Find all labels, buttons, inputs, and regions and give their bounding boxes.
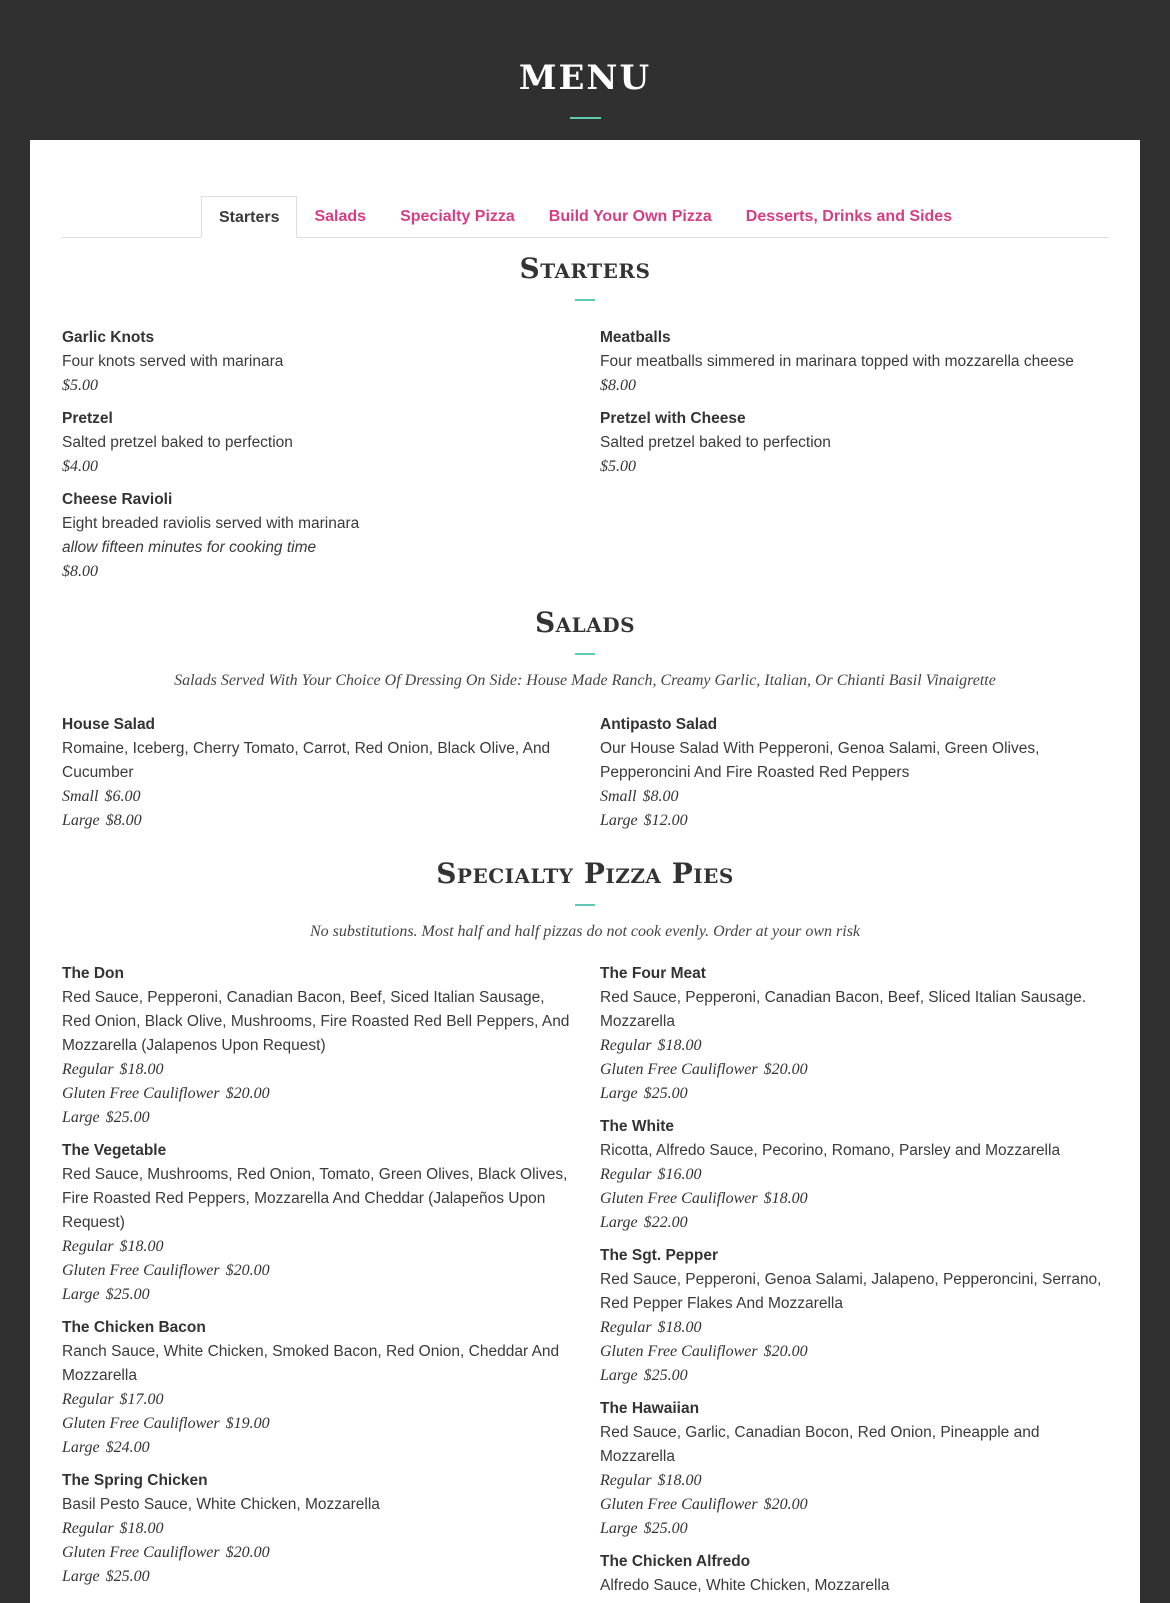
item-price	[600, 1082, 1110, 1106]
starters-rule	[575, 299, 595, 301]
item-price	[62, 1517, 572, 1541]
item-name: The Hawaiian	[600, 1400, 700, 1417]
item-description: Ranch Sauce, White Chicken, Smoked Bacon, Red Onion, Cheddar And Mozzarella	[62, 1343, 560, 1384]
price-value: $16.00	[657, 1166, 702, 1183]
menu-item	[62, 1139, 572, 1307]
price-label: Large	[600, 1214, 638, 1231]
price-value: $18.00	[657, 1037, 702, 1054]
salads-title: Salads	[534, 606, 636, 639]
menu-item	[600, 1550, 1110, 1598]
price-value: $18.00	[763, 1190, 808, 1207]
price-label: Large	[62, 1568, 100, 1585]
item-note: allow fifteen minutes for cooking time	[62, 539, 317, 556]
item-price	[62, 1565, 572, 1589]
item-name: Antipasto Salad	[600, 716, 718, 733]
menu-card	[30, 140, 1140, 1603]
item-name: The Sgt. Pepper	[600, 1247, 718, 1264]
salads-rule	[575, 653, 595, 655]
price-label: Regular	[62, 1391, 114, 1408]
item-name: The Four Meat	[600, 965, 706, 982]
price-label: Large	[62, 812, 100, 829]
price-label: Regular	[62, 1520, 114, 1537]
item-price	[600, 1340, 1110, 1364]
menu-item	[62, 407, 572, 479]
price-value: $25.00	[105, 1568, 150, 1585]
price-value: $20.00	[763, 1343, 808, 1360]
item-name: The Spring Chicken	[62, 1472, 208, 1489]
price-value: $18.00	[119, 1061, 164, 1078]
item-name: The Chicken Bacon	[62, 1319, 206, 1336]
price-label: Small	[62, 788, 99, 805]
item-price	[62, 1283, 572, 1307]
item-name: The Vegetable	[62, 1142, 167, 1159]
pizza-rule	[575, 904, 595, 906]
item-description: Four meatballs simmered in marinara topped with mozzarella cheese	[600, 353, 1074, 370]
item-price	[62, 1082, 572, 1106]
price-label: Large	[62, 1109, 100, 1126]
salads-note: Salads Served With Your Choice Of Dressing On Side: House Made Ranch, Creamy Garlic, Italian, Or Chianti Basil Vinaigrette	[174, 672, 996, 689]
price-value: $20.00	[763, 1061, 808, 1078]
menu-item	[62, 326, 572, 398]
price-value: $22.00	[643, 1214, 688, 1231]
price-value: $18.00	[119, 1520, 164, 1537]
tab-list	[201, 196, 969, 238]
item-price	[600, 1034, 1110, 1058]
item-description: Basil Pesto Sauce, White Chicken, Mozzarella	[62, 1496, 380, 1513]
price-value: $8.00	[642, 788, 679, 805]
item-price	[62, 1058, 572, 1082]
price-label: Regular	[600, 1037, 652, 1054]
price-label: Gluten Free Cauliflower	[62, 1415, 220, 1432]
item-price	[600, 809, 1110, 833]
item-price	[600, 1316, 1110, 1340]
price-label: Large	[600, 812, 638, 829]
item-description: Romaine, Iceberg, Cherry Tomato, Carrot, Red Onion, Black Olive, And Cucumber	[62, 740, 551, 781]
price-label: Regular	[600, 1319, 652, 1336]
price-value: $18.00	[657, 1319, 702, 1336]
item-price	[62, 1235, 572, 1259]
price-value: $20.00	[225, 1544, 270, 1561]
page-header	[0, 0, 1170, 140]
price-value: $6.00	[104, 788, 141, 805]
item-price	[600, 1364, 1110, 1388]
menu-item	[600, 713, 1110, 833]
menu-item	[600, 1397, 1110, 1541]
menu-tabs	[62, 196, 1109, 238]
price-value: $19.00	[225, 1415, 270, 1432]
item-price	[62, 1541, 572, 1565]
price-label: Regular	[62, 1061, 114, 1078]
tab-starters[interactable]: Starters	[201, 196, 297, 238]
item-price: $4.00	[62, 458, 98, 475]
price-value: $25.00	[105, 1286, 150, 1303]
price-label: Large	[600, 1085, 638, 1102]
item-price	[600, 1058, 1110, 1082]
item-price	[62, 809, 572, 833]
price-label: Gluten Free Cauliflower	[600, 1190, 758, 1207]
price-value: $20.00	[225, 1085, 270, 1102]
tab-specialty-pizza[interactable]: Specialty Pizza	[400, 208, 515, 225]
price-value: $25.00	[643, 1367, 688, 1384]
salads-right-column	[600, 713, 1110, 842]
price-label: Gluten Free Cauliflower	[62, 1544, 220, 1561]
item-price	[600, 1469, 1110, 1493]
item-description: Alfredo Sauce, White Chicken, Mozzarella	[600, 1577, 890, 1594]
menu-item	[62, 488, 572, 584]
item-price	[600, 1163, 1110, 1187]
item-description: Red Sauce, Mushrooms, Red Onion, Tomato, Green Olives, Black Olives, Fire Roasted Red Peppers, Mozzarella And Cheddar (Jalapeños Upon Request)	[62, 1166, 568, 1231]
price-label: Small	[600, 788, 637, 805]
item-price	[62, 1436, 572, 1460]
item-description: Salted pretzel baked to perfection	[62, 434, 293, 451]
item-name: Garlic Knots	[62, 329, 155, 346]
menu-item	[62, 1469, 572, 1589]
price-label: Gluten Free Cauliflower	[62, 1085, 220, 1102]
item-price	[600, 1517, 1110, 1541]
item-description: Eight breaded raviolis served with marinara	[62, 515, 360, 532]
item-price: $8.00	[62, 563, 98, 580]
salads-left-column	[62, 713, 572, 842]
menu-item	[62, 1316, 572, 1460]
item-name: The Chicken Alfredo	[600, 1553, 751, 1570]
price-value: $17.00	[119, 1391, 164, 1408]
price-value: $25.00	[105, 1109, 150, 1126]
price-label: Regular	[62, 1238, 114, 1255]
item-name: Cheese Ravioli	[62, 491, 173, 508]
item-price	[62, 1388, 572, 1412]
price-value: $12.00	[643, 812, 688, 829]
item-price	[600, 785, 1110, 809]
item-description: Red Sauce, Pepperoni, Canadian Bacon, Beef, Siced Italian Sausage, Red Onion, Black Olive, Mushrooms, Fire Roasted Red Bell Peppers, And Mozzarella (Jalapenos Upon Request)	[62, 989, 570, 1054]
menu-item	[600, 1244, 1110, 1388]
item-description: Ricotta, Alfredo Sauce, Pecorino, Romano, Parsley and Mozzarella	[600, 1142, 1061, 1159]
price-value: $20.00	[763, 1496, 808, 1513]
price-label: Gluten Free Cauliflower	[600, 1343, 758, 1360]
price-value: $25.00	[643, 1085, 688, 1102]
price-label: Regular	[600, 1472, 652, 1489]
pizza-left-column	[62, 962, 572, 1598]
tab-build-your-own-pizza[interactable]: Build Your Own Pizza	[548, 208, 712, 225]
item-price: $5.00	[600, 458, 636, 475]
tab-salads[interactable]: Salads	[314, 208, 367, 225]
item-price: $5.00	[62, 377, 98, 394]
item-description: Red Sauce, Pepperoni, Canadian Bacon, Beef, Sliced Italian Sausage. Mozzarella	[600, 989, 1086, 1030]
pizza-title: Specialty Pizza Pies	[436, 857, 734, 890]
item-description: Our House Salad With Pepperoni, Genoa Salami, Green Olives, Pepperoncini And Fire Roasted Red Peppers	[600, 740, 1040, 781]
menu-item	[600, 407, 1110, 479]
item-name: The Don	[62, 965, 124, 982]
item-price	[600, 1493, 1110, 1517]
price-label: Large	[62, 1286, 100, 1303]
item-description: Red Sauce, Garlic, Canadian Bocon, Red Onion, Pineapple and Mozzarella	[600, 1424, 1040, 1465]
item-price	[62, 1259, 572, 1283]
starters-right-column	[600, 326, 1110, 488]
item-price	[62, 785, 572, 809]
pizza-right-column	[600, 962, 1110, 1603]
starters-title: Starters	[519, 252, 651, 285]
item-description: Red Sauce, Pepperoni, Genoa Salami, Jalapeno, Pepperoncini, Serrano, Red Pepper Flakes And Mozzarella	[600, 1271, 1102, 1312]
price-label: Large	[600, 1367, 638, 1384]
menu-item	[62, 713, 572, 833]
price-value: $25.00	[643, 1520, 688, 1537]
starters-left-column	[62, 326, 572, 593]
page-title: MENU	[518, 58, 652, 98]
menu-item	[600, 962, 1110, 1106]
item-name: House Salad	[62, 716, 156, 733]
item-name: The White	[600, 1118, 675, 1135]
item-price	[62, 1412, 572, 1436]
price-value: $24.00	[105, 1439, 150, 1456]
title-underline	[570, 117, 601, 119]
item-price: $8.00	[600, 377, 636, 394]
price-label: Gluten Free Cauliflower	[62, 1262, 220, 1279]
price-label: Gluten Free Cauliflower	[600, 1061, 758, 1078]
pizza-note: No substitutions. Most half and half pizzas do not cook evenly. Order at your own risk	[309, 923, 861, 940]
menu-item	[600, 326, 1110, 398]
price-value: $18.00	[657, 1472, 702, 1489]
item-name: Pretzel with Cheese	[600, 410, 746, 427]
tab-desserts-drinks-and-sides[interactable]: Desserts, Drinks and Sides	[745, 208, 953, 225]
item-name: Meatballs	[600, 329, 671, 346]
item-price	[600, 1187, 1110, 1211]
item-price	[600, 1211, 1110, 1235]
menu-item	[600, 1115, 1110, 1235]
price-label: Regular	[600, 1166, 652, 1183]
price-value: $18.00	[119, 1238, 164, 1255]
menu-item	[62, 962, 572, 1130]
price-label: Gluten Free Cauliflower	[600, 1496, 758, 1513]
item-description: Four knots served with marinara	[62, 353, 284, 370]
item-description: Salted pretzel baked to perfection	[600, 434, 831, 451]
price-value: $20.00	[225, 1262, 270, 1279]
item-price	[62, 1106, 572, 1130]
item-name: Pretzel	[62, 410, 113, 427]
price-label: Large	[62, 1439, 100, 1456]
price-label: Large	[600, 1520, 638, 1537]
price-value: $8.00	[105, 812, 142, 829]
